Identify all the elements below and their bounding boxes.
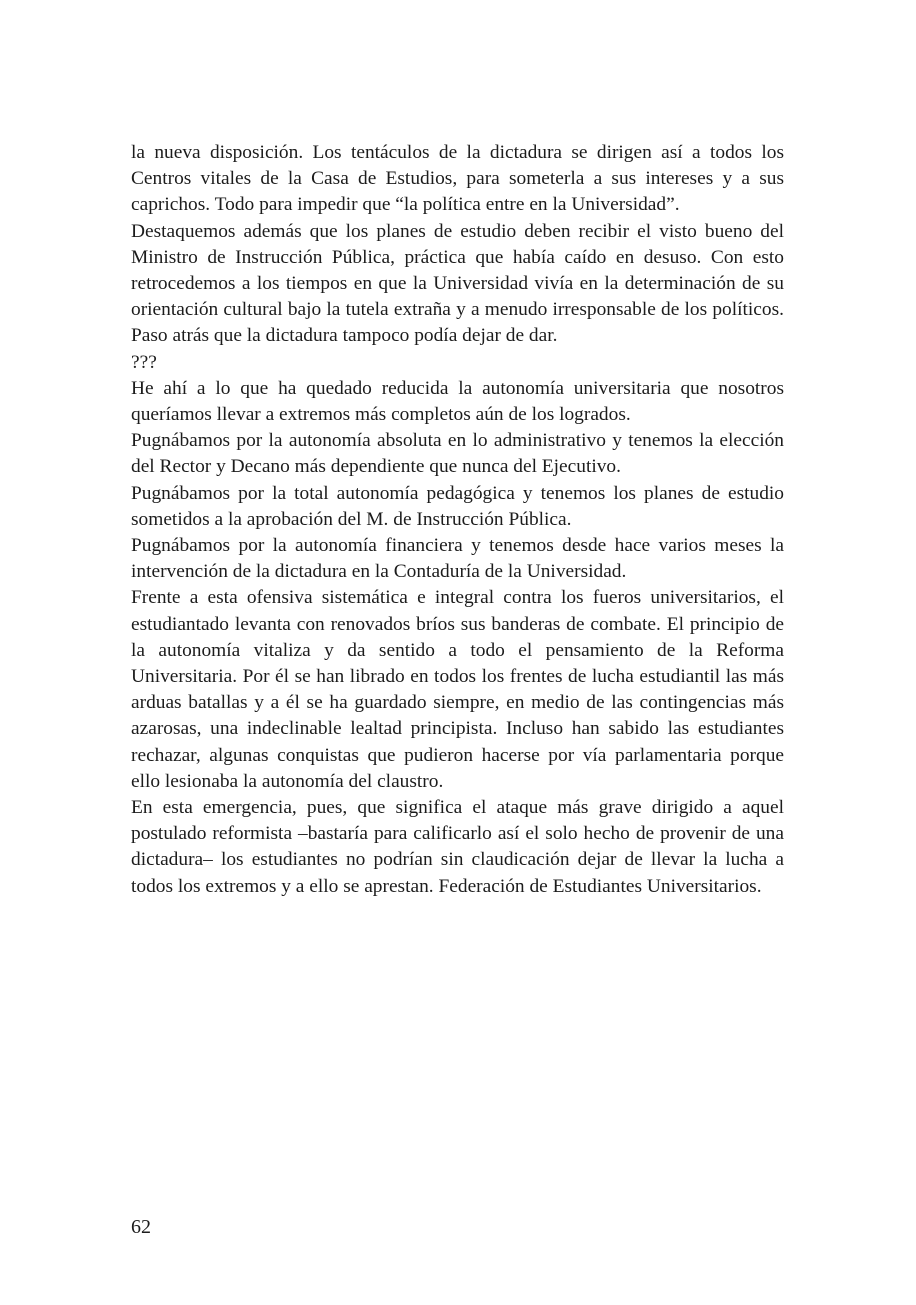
paragraph: Pugnábamos por la total autonomía pedagógica y tenemos los planes de estudio sometidos a la aprobación del M. de Instrucción Pública. [131,482,784,530]
paragraph: la nueva disposición. Los tentáculos de la dictadura se dirigen así a todos los Centros vitales de la Casa de Estudios, para someterla a sus intereses y a sus caprichos. Todo para impedir que “la política entre en la Universidad”. [131,142,784,216]
body-text [131,140,784,900]
page-number: 62 [131,1216,151,1238]
paragraph: He ahí a lo que ha quedado reducida la autonomía universitaria que nosotros queríamos llevar a extremos más completos aún de los logrados. [131,377,784,426]
paragraph: ??? [131,351,157,373]
paragraph: Pugnábamos por la autonomía absoluta en lo administrativo y tenemos la elección del Rector y Decano más dependiente que nunca del Ejecutivo. [131,430,784,478]
paragraph: Destaquemos además que los planes de estudio deben recibir el visto bueno del Ministro de Instrucción Pública, práctica que había caído en desuso. Con esto retrocedemos a los tiempos en que la Universidad vivía en la determinación de su orientación cultural bajo la tutela extraña y a menudo irresponsable de los políticos. Paso atrás que la dictadura tampoco podía dejar de dar. [131,220,784,347]
paragraph: Pugnábamos por la autonomía financiera y tenemos desde hace varios meses la intervención de la dictadura en la Contaduría de la Universidad. [131,535,784,583]
paragraph: Frente a esta ofensiva sistemática e integral contra los fueros universitarios, el estudiantado levanta con renovados bríos sus banderas de combate. El principio de la autonomía vitaliza y da sentido a todo el pensamiento de la Reforma Universitaria. Por él se han librado en todos los frentes de lucha estudiantil las más arduas batallas y a él se ha guardado siempre, en medio de las contingencias más azarosas, una indeclinable lealtad principista. Incluso han sabido las estudiantes rechazar, algunas conquistas que pudieron hacerse por vía parlamentaria porque ello lesionaba la autonomía del claustro. [131,587,784,792]
paragraph: En esta emergencia, pues, que significa el ataque más grave dirigido a aquel postulado reformista –bastaría para calificarlo así el solo hecho de provenir de una dictadura– los estudiantes no podrían sin claudicación dejar de llevar la lucha a todos los extremos y a ello se aprestan. Federación de Estudiantes Universitarios. [131,797,784,897]
